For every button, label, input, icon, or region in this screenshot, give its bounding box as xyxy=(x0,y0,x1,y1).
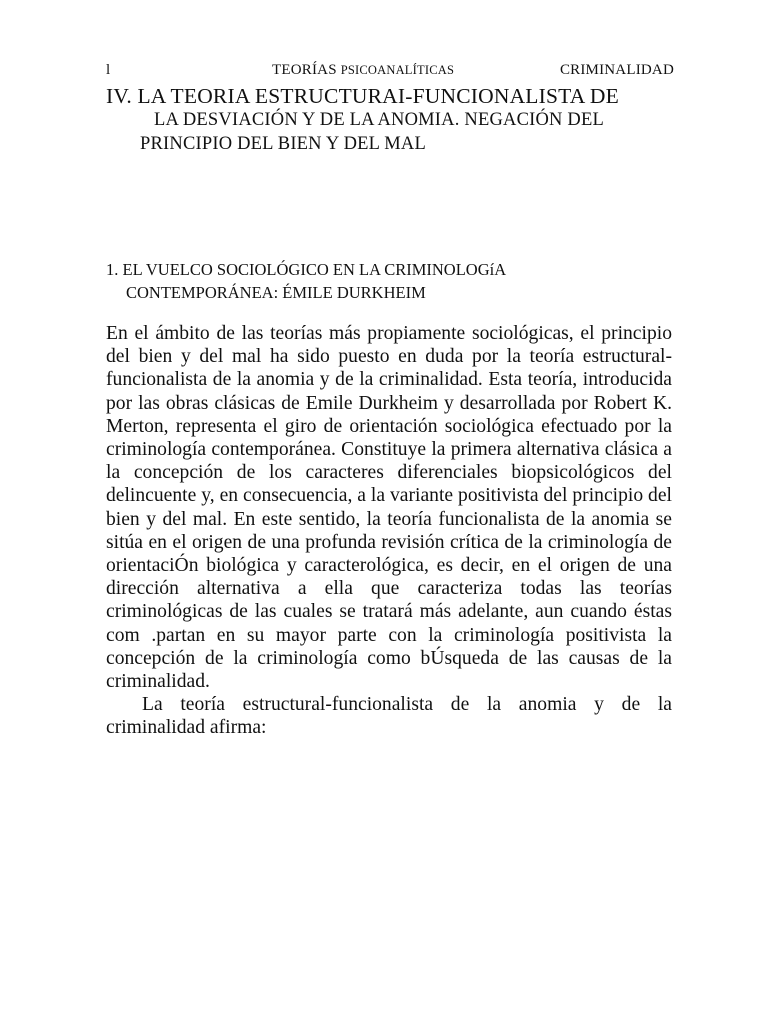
chapter-title-line3: PRINCIPIO DEL BIEN Y DEL MAL xyxy=(140,134,426,154)
body-text xyxy=(106,322,672,740)
chapter-title xyxy=(106,84,686,156)
header-right-title: CRIMINALIDAD xyxy=(559,62,674,78)
chapter-title-line2: LA DESVIACIÓN Y DE LA ANOMIA. NEGACIÓN DEL xyxy=(154,110,604,130)
header-title-part2: PSICOANALÍTICAS xyxy=(340,63,455,77)
header-title xyxy=(272,62,454,79)
running-header xyxy=(106,62,674,84)
page-number: l xyxy=(106,62,111,78)
section-title xyxy=(106,258,686,304)
paragraph-1: En el ámbito de las teorías más propiamente sociológicas, el principio del bien y del mal ha sido puesto en duda por la teoría estructural-funcionalista de la anomia y de la criminalidad. Esta teoría, introducida por las obras clásicas de Emile Durkheim y desarrollada por Robert K. Merton, representa el giro de orientación sociológica efectuado por la criminología contemporánea. Constituye la primera alternativa clásica a la concepción de los caracteres diferenciales biopsicológicos del delincuente y, en consecuencia, a la variante positivista del principio del bien y del mal. En este sentido, la teoría funcionalista de la anomia se sitúa en el origen de una profunda revisión crítica de la criminología de orientaciÓn biológica y caracterológica, es decir, en el origen de una dirección alternativa a ella que caracteriza todas las teorías criminológicas de las cuales se tratará más adelante, aun cuando éstas com .partan en su mayor parte con la criminología positivista la concepción de la criminología como bÚsqueda de las causas de la criminalidad. xyxy=(106,323,672,693)
section-title-line1: 1. EL VUELCO SOCIOLÓGICO EN LA CRIMINOLOGíA xyxy=(106,260,507,279)
chapter-title-line1: IV. LA TEORIA ESTRUCTURAI-FUNCIONALISTA DE xyxy=(106,84,619,108)
paragraph-2: La teoría estructural-funcionalista de la anomia y de la criminalidad afirma: xyxy=(106,694,672,739)
section-title-line2: CONTEMPORÁNEA: ÉMILE DURKHEIM xyxy=(126,283,426,302)
header-title-part1: TEORÍAS xyxy=(272,62,337,78)
